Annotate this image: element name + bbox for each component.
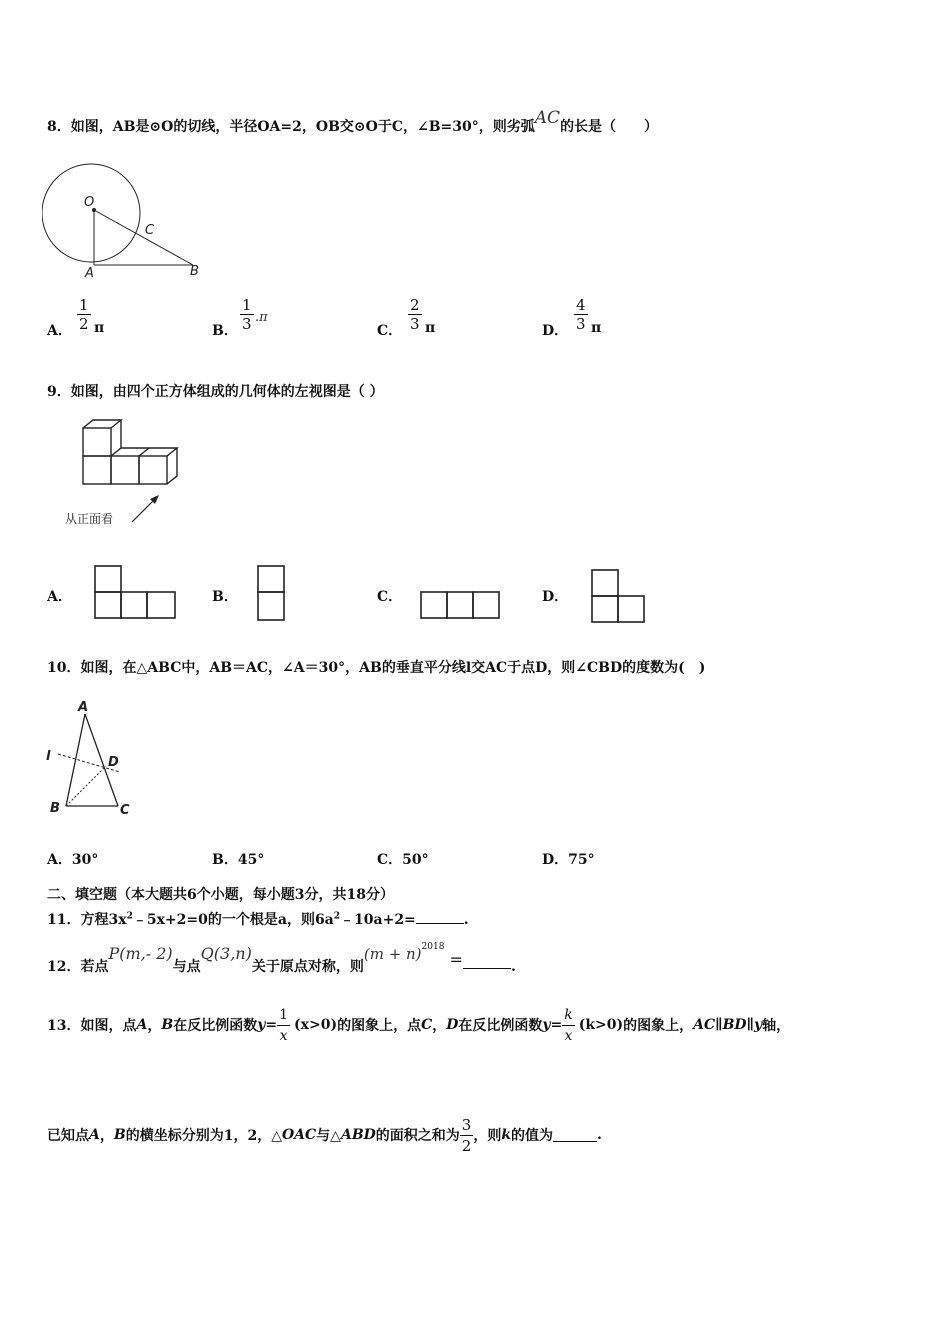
q8-stem bbox=[47, 108, 659, 136]
q10-option-d[interactable] bbox=[542, 849, 595, 869]
q13-point-b: B bbox=[161, 1017, 174, 1033]
q9-option-b-figure bbox=[256, 564, 288, 626]
q13-triangle-abd: ABD bbox=[340, 1127, 376, 1143]
fraction-denominator: x bbox=[564, 1027, 573, 1044]
q10-option-d-label: D． bbox=[542, 852, 569, 868]
q13-comma-2: ， bbox=[432, 1018, 447, 1034]
q13-text-1: 13．如图，点 bbox=[47, 1018, 137, 1034]
q8-figure bbox=[42, 158, 207, 282]
q13-text-3: 的图象上，点 bbox=[337, 1018, 422, 1034]
q12-stem bbox=[47, 944, 516, 974]
q8-option-b-label: B． bbox=[212, 323, 238, 339]
q10-option-b-label: B． bbox=[212, 852, 238, 868]
q9-option-b-label: B． bbox=[212, 589, 238, 605]
q13-text-5: 的图象上， bbox=[623, 1018, 694, 1034]
q13-y-2: y bbox=[542, 1017, 551, 1033]
fraction-denominator: 3 bbox=[410, 315, 420, 333]
q9-cube-top-side bbox=[111, 420, 121, 456]
q13-condition-2: (k>0) bbox=[578, 1017, 624, 1033]
q9-options bbox=[47, 562, 707, 628]
q9-figure bbox=[60, 414, 190, 530]
section-heading: 二、填空题（本大题共6个小题，每小题3分，共18分） bbox=[47, 887, 394, 903]
q11-text-3: ﹣10a+2= bbox=[340, 912, 416, 928]
q10-label-c: C bbox=[120, 803, 130, 818]
q13-text-6: 轴， bbox=[762, 1018, 791, 1034]
q10-figure bbox=[44, 700, 144, 822]
q10-label-l: l bbox=[46, 749, 51, 764]
q8-option-a-label: A． bbox=[47, 323, 72, 339]
q12-text-2: 与点 bbox=[172, 959, 201, 975]
q9-option-b[interactable] bbox=[212, 562, 332, 628]
q13-point-a: A bbox=[136, 1017, 148, 1033]
q11-answer-blank[interactable] bbox=[416, 911, 464, 924]
fraction-numerator: 4 bbox=[576, 296, 586, 314]
q10-label-d: D bbox=[108, 755, 119, 770]
q11-exponent-1: 2 bbox=[126, 911, 133, 922]
q9-option-d-label: D． bbox=[542, 589, 569, 605]
q10-option-c-value: 50° bbox=[402, 852, 429, 868]
q8-label-c: C bbox=[145, 223, 155, 238]
q13-point-c: C bbox=[421, 1017, 433, 1033]
q10-option-c-label: C． bbox=[377, 852, 403, 868]
q10-segment-bd bbox=[66, 766, 106, 806]
q11-exponent-2: 2 bbox=[333, 911, 341, 922]
q13-line-1 bbox=[47, 1000, 790, 1050]
q9-cube-bottom-3 bbox=[139, 456, 167, 484]
q13-fraction-3 bbox=[460, 1115, 474, 1156]
q13-line-2 bbox=[47, 1112, 602, 1158]
q12-equals: = bbox=[444, 950, 463, 969]
q13-k: k bbox=[501, 1127, 512, 1143]
q9-cube-top-front bbox=[83, 428, 111, 456]
q13-line2-text-1: 已知点 bbox=[47, 1128, 89, 1144]
q10-side-ab bbox=[66, 714, 85, 806]
q12-point-q: Q(3,n) bbox=[200, 944, 252, 963]
q10-option-c[interactable] bbox=[377, 849, 429, 869]
q12-expression: (m + n) bbox=[363, 945, 422, 963]
q8-option-d-label: D． bbox=[542, 323, 569, 339]
q8-option-d-pi: π bbox=[591, 320, 602, 336]
q13-equals-1: = bbox=[265, 1017, 278, 1033]
q8-option-c-label: C． bbox=[377, 323, 403, 339]
q8-option-a-pi: π bbox=[94, 320, 105, 336]
q9-option-d[interactable] bbox=[542, 562, 662, 628]
fraction-numerator: 1 bbox=[277, 1005, 290, 1026]
q12-text-1: 12．若点 bbox=[47, 959, 109, 975]
q9-cube-side bbox=[167, 448, 177, 484]
q8-text-before: 8．如图，AB是⊙O的切线，半径OA=2，OB交⊙O于C，∠B=30°，则劣弧 bbox=[47, 119, 535, 135]
q13-line2-text-5: ，则 bbox=[473, 1128, 502, 1144]
q9-option-c-label: C． bbox=[377, 589, 403, 605]
q8-label-a: A bbox=[85, 266, 94, 281]
q11-text-2: ﹣5x+2=0的一个根是a，则6a bbox=[132, 912, 334, 928]
q12-point-p: P(m,- 2) bbox=[108, 944, 173, 963]
q10-option-b-value: 45° bbox=[237, 852, 265, 868]
q8-options bbox=[47, 296, 747, 344]
fraction-denominator: 2 bbox=[79, 315, 89, 333]
q13-triangle-oac: OAC bbox=[281, 1127, 317, 1143]
q10-options bbox=[47, 849, 747, 869]
q13-equals-2: = bbox=[550, 1017, 563, 1033]
q10-option-b[interactable] bbox=[212, 849, 264, 869]
q9-option-c[interactable] bbox=[377, 562, 517, 628]
q12-text-3: 关于原点对称，则 bbox=[251, 959, 364, 975]
q12-text-4: . bbox=[510, 959, 516, 975]
fraction-numerator: 2 bbox=[410, 296, 420, 314]
q9-option-a-label: A． bbox=[47, 589, 72, 605]
q13-line2-text-3: 与△ bbox=[316, 1128, 341, 1144]
q9-option-a[interactable] bbox=[47, 562, 187, 628]
q8-option-a-fraction bbox=[77, 296, 91, 333]
q9-cube-bottom-1 bbox=[83, 456, 111, 484]
fraction-denominator: 2 bbox=[461, 1136, 472, 1155]
q13-answer-blank[interactable] bbox=[553, 1129, 597, 1142]
q10-label-a: A bbox=[78, 700, 89, 715]
fraction-denominator: 3 bbox=[576, 315, 586, 333]
q8-segment-ob bbox=[94, 210, 193, 265]
fraction-denominator: 3 bbox=[242, 315, 252, 333]
q8-circle bbox=[42, 164, 140, 262]
q10-option-a-value: 30° bbox=[71, 852, 99, 868]
q12-answer-blank[interactable] bbox=[463, 956, 511, 969]
q9-option-c-figure bbox=[419, 590, 505, 624]
q8-option-c-pi: π bbox=[425, 320, 436, 336]
q13-y-1: y bbox=[257, 1017, 266, 1033]
q8-arc-label: AC bbox=[534, 108, 561, 128]
q13-comma-1: ， bbox=[147, 1018, 162, 1034]
q9-cube-top-top bbox=[83, 420, 121, 428]
q9-option-d-figure bbox=[590, 568, 650, 626]
q8-option-c-fraction bbox=[408, 296, 422, 333]
q13-fraction-1 bbox=[277, 1005, 290, 1046]
q12-exponent: 2018 bbox=[421, 942, 445, 953]
q13-line2-point-b: B bbox=[113, 1127, 126, 1143]
fraction-numerator: 1 bbox=[79, 296, 89, 314]
q9-cube-bottom-2 bbox=[111, 456, 139, 484]
q13-text-2: 在反比例函数 bbox=[173, 1018, 258, 1034]
fraction-numerator: 1 bbox=[242, 296, 252, 314]
q13-parallel: AC∥BD∥y bbox=[693, 1017, 763, 1033]
q9-view-arrow-line bbox=[132, 498, 156, 522]
q9-cube-edge bbox=[139, 448, 149, 456]
q11-text-1: 11．方程3x bbox=[47, 912, 127, 928]
q13-line2-text-7: . bbox=[597, 1127, 602, 1143]
q11-text-4: . bbox=[463, 912, 469, 928]
fraction-denominator: x bbox=[279, 1027, 288, 1044]
q13-line2-point-a: A bbox=[89, 1127, 100, 1143]
q9-cubes-top-edge bbox=[121, 448, 177, 456]
q10-label-b: B bbox=[50, 801, 60, 816]
q8-option-b-pi: .π bbox=[255, 310, 268, 325]
q13-line2-text-4: 的面积之和为 bbox=[375, 1128, 460, 1144]
q13-line2-comma: ， bbox=[99, 1128, 114, 1144]
q13-text-4: 在反比例函数 bbox=[458, 1018, 543, 1034]
q8-option-b-fraction bbox=[240, 296, 254, 333]
q10-stem: 10．如图，在△ABC中，AB＝AC，∠A＝30°，AB的垂直平分线l交AC于点D，则∠CBD的度数为( ) bbox=[47, 660, 706, 676]
q10-option-a-label: A． bbox=[47, 852, 72, 868]
q8-label-o: O bbox=[84, 195, 95, 210]
q8-label-b: B bbox=[190, 264, 199, 279]
q9-stem: 9．如图，由四个正方体组成的几何体的左视图是（ ） bbox=[47, 384, 384, 400]
q13-line2-text-6: 的值为 bbox=[511, 1128, 554, 1144]
q8-text-after: 的长是（ ） bbox=[560, 119, 659, 135]
q13-condition-1: (x>0) bbox=[294, 1017, 338, 1033]
fraction-numerator: k bbox=[562, 1005, 574, 1026]
q8-option-d-fraction bbox=[574, 296, 588, 333]
q9-option-a-figure bbox=[93, 564, 179, 626]
q10-option-a[interactable] bbox=[47, 849, 98, 869]
fraction-numerator: 3 bbox=[461, 1115, 472, 1134]
q10-option-d-value: 75° bbox=[568, 852, 595, 868]
q11-stem bbox=[47, 909, 469, 929]
q13-line2-text-2: 的横坐标分别为1，2，△ bbox=[125, 1128, 282, 1144]
q9-figure-caption: 从正面看 bbox=[65, 512, 114, 526]
q13-fraction-2 bbox=[562, 1005, 574, 1046]
q13-point-d: D bbox=[446, 1017, 459, 1033]
